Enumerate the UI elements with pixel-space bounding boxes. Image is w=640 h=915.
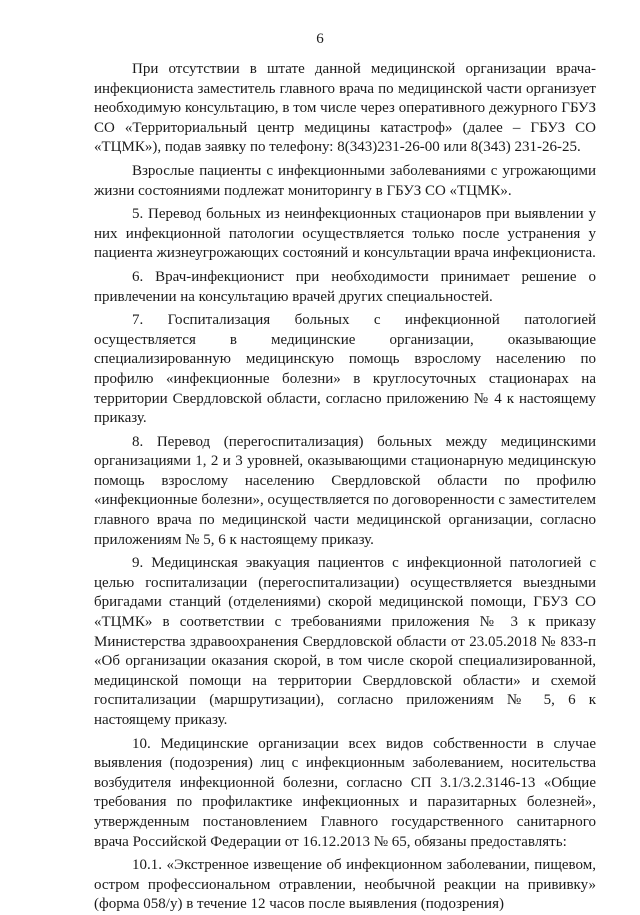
paragraph-consultation: При отсутствии в штате данной медицинской организации врача-инфекциониста заместитель главного врача по медицинской части организует необходимую консультацию, в том числе через оперативного дежурного ГБУЗ СО «Территориальный центр медицины катастроф» (далее – ГБУЗ СО «ТЦМК»), подав заявку по телефону: 8(343)231-26-00 или 8(343) 231-26-25. <box>94 61 596 156</box>
paragraph-item-8: 8. Перевод (перегоспитализация) больных между медицинскими организациями 1, 2 и 3 уровней, оказывающими стационарную медицинскую помощь взрослому населению Свердловской области по профилю «инфекционные болезни», осуществляется по договоренности с заместителем главного врача по медицинской части медицинской организации, согласно приложениям № 5, 6 к настоящему приказу. <box>94 433 597 548</box>
page-number: 6 <box>316 31 324 47</box>
paragraph-item-6: 6. Врач-инфекционист при необходимости принимает решение о привлечении на консультацию врачей других специальностей. <box>94 268 596 305</box>
paragraph-item-5: 5. Перевод больных из неинфекционных стационаров при выявлении у них инфекционной патологии осуществляется только после устранения у пациента жизнеугрожающих состояний и консультации врача инфекциониста. <box>94 206 596 262</box>
document-body <box>94 60 596 915</box>
paragraph-item-9: 9. Медицинская эвакуация пациентов с инфекционной патологией с целью госпитализации (перегоспитализации) осуществляется выездными бригадами станций (отделениями) скорой медицинской помощи, ГБУЗ СО «ТЦМК» в соответствии с требованиями приложения № 3 к приказу Министерства здравоохранения Свердловской области от 23.05.2018 № 833-п «Об организации оказания скорой, в том числе скорой специализированной, медицинской помощи на территории Свердловской области» и схемой госпитализации (маршрутизации), согласно приложениям № 5, 6 к настоящему приказу. <box>94 555 596 728</box>
paragraph-monitoring: Взрослые пациенты с инфекционными заболеваниями с угрожающими жизни состояниями подлежат мониторингу в ГБУЗ СО «ТЦМК». <box>94 162 596 199</box>
paragraph-item-7: 7. Госпитализация больных с инфекционной патологией осуществляется в медицинские организации, оказывающие специализированную медицинскую помощь взрослому населению по профилю «инфекционные болезни» в круглосуточных стационарах на территории Свердловской области, согласно приложению № 4 к настоящему приказу. <box>94 312 596 427</box>
paragraph-item-10: 10. Медицинские организации всех видов собственности в случае выявления (подозрения) лиц с инфекционным заболеванием, носительства возбудителя инфекционной болезни, согласно СП 3.1/3.2.3146-13 «Общие требования по профилактике инфекционных и паразитарных болезней», утвержденным постановлением Главного государственного санитарного врача Российской Федерации от 16.12.2013 № 65, обязаны предоставлять: <box>94 735 596 850</box>
paragraph-item-10-1: 10.1. «Экстренное извещение об инфекционном заболевании, пищевом, остром профессиональном отравлении, необычной реакции на прививку» (форма 058/у) в течение 12 часов после выявления (подозрения) <box>94 857 596 913</box>
